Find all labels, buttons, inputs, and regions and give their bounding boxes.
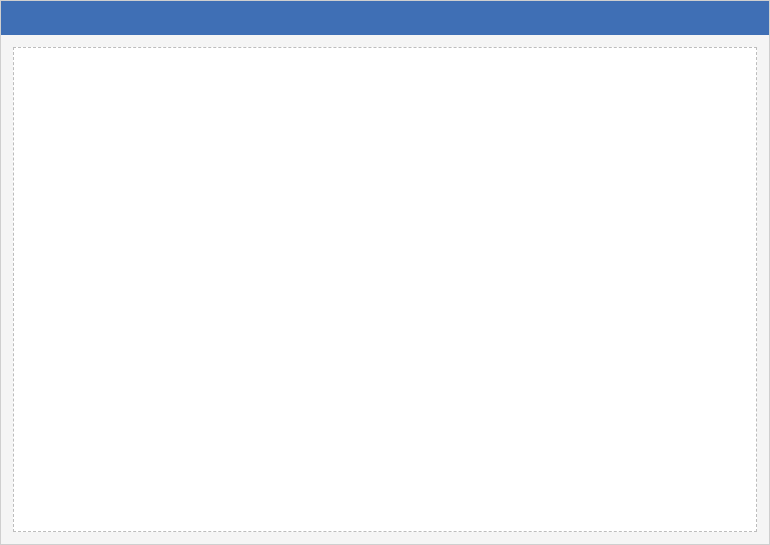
- page-title: [1, 1, 769, 35]
- content-area: [13, 47, 757, 532]
